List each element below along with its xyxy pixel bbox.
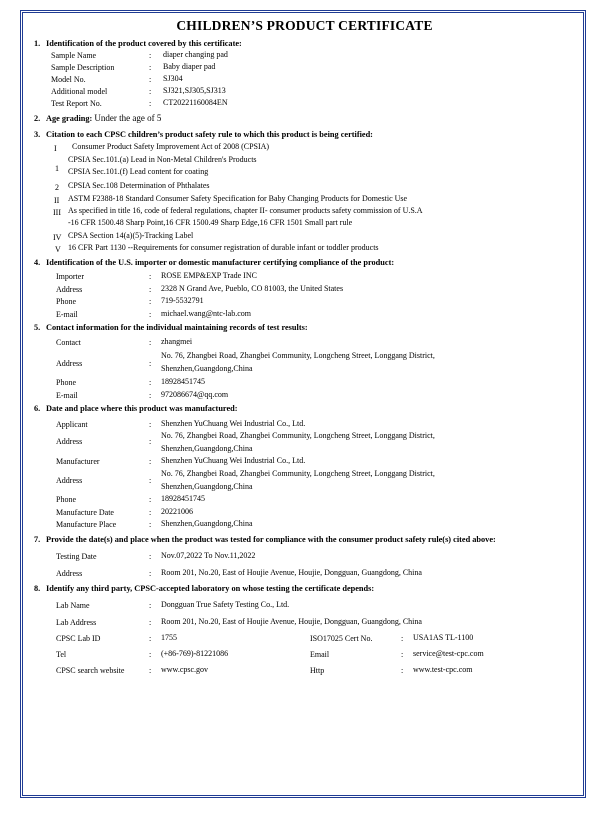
importer-address-value: 2328 N Grand Ave, Pueblo, CO 81003, the United States bbox=[161, 284, 344, 293]
manufacture-date-label: Manufacture Date bbox=[56, 508, 114, 517]
manufacturer-address-label: Address bbox=[56, 476, 83, 485]
cpsc-lab-id-label: CPSC Lab ID bbox=[56, 634, 101, 643]
rule-text: 16 CFR Part 1130 --Requirements for consumer registration of durable infant or toddler products bbox=[68, 243, 379, 252]
additional-model-label: Additional model bbox=[51, 87, 108, 96]
contact-address-label: Address bbox=[56, 359, 83, 368]
email-label: Email bbox=[310, 650, 330, 659]
applicant-address-line-1: No. 76, Zhangbei Road, Zhangbei Community, Longcheng Street, Longgang District, bbox=[161, 431, 435, 440]
sample-name-label: Sample Name bbox=[51, 51, 97, 60]
model-no-label: Model No. bbox=[51, 75, 86, 84]
section-6-heading: 6. Date and place where this product was manufactured: bbox=[34, 404, 238, 413]
cpsc-lab-id-value: 1755 bbox=[161, 633, 177, 642]
additional-model-value: SJ321,SJ305,SJ313 bbox=[163, 86, 226, 95]
rule-text: ASTM F2388-18 Standard Consumer Safety Specification for Baby Changing Products for Domestic Use bbox=[68, 194, 408, 203]
section-4-heading: 4. Identification of the U.S. importer or domestic manufacturer certifying compliance of the product: bbox=[34, 258, 395, 267]
manufacture-date-value: 20221006 bbox=[161, 507, 193, 516]
rule-number: I bbox=[54, 144, 57, 153]
manufacturer-value: Shenzhen YuChuang Wei Industrial Co., Ltd. bbox=[161, 456, 306, 465]
certificate-title: CHILDREN’S PRODUCT CERTIFICATE bbox=[176, 18, 433, 33]
applicant-label: Applicant bbox=[56, 420, 88, 429]
importer-email-label: E-mail bbox=[56, 310, 78, 319]
manufacturer-address-line-1: No. 76, Zhangbei Road, Zhangbei Community, Longcheng Street, Longgang District, bbox=[161, 469, 435, 478]
contact-address-line-1: No. 76, Zhangbei Road, Zhangbei Community, Longcheng Street, Longgang District, bbox=[161, 351, 435, 360]
section-1-heading: 1. Identification of the product covered by this certificate: bbox=[34, 39, 242, 48]
manufacturer-phone-label: Phone bbox=[56, 495, 76, 504]
test-report-no-value: CT20221160084EN bbox=[163, 98, 228, 107]
rule-number: 2 bbox=[55, 183, 59, 192]
contact-value: zhangmei bbox=[161, 337, 193, 346]
applicant-address-line-2: Shenzhen,Guangdong,China bbox=[161, 444, 253, 453]
sample-description-value: Baby diaper pad bbox=[163, 62, 216, 71]
importer-phone-value: 719-5532791 bbox=[161, 296, 204, 305]
sample-name-value: diaper changing pad bbox=[163, 50, 228, 59]
lab-address-value: Room 201, No.20, East of Houjie Avenue, Houjie, Dongguan, Guangdong, China bbox=[161, 617, 422, 626]
lab-address-label: Lab Address bbox=[56, 618, 97, 627]
rule-text: CPSIA Sec.108 Determination of Phthalates bbox=[68, 181, 210, 190]
age-grading-value: Under the age of 5 bbox=[94, 113, 162, 123]
manufacture-place-value: Shenzhen,Guangdong,China bbox=[161, 519, 253, 528]
email-value: service@test-cpc.com bbox=[413, 649, 484, 658]
rule-number: 1 bbox=[55, 164, 59, 173]
importer-label: Importer bbox=[56, 272, 84, 281]
rule-text: As specified in title 16, code of federal regulations, chapter II- consumer products safety commission of U.S.A bbox=[68, 206, 423, 215]
manufacturer-phone-value: 18928451745 bbox=[161, 494, 205, 503]
rule-text: CPSIA Sec.101.(a) Lead in Non-Metal Children's Products bbox=[68, 155, 257, 164]
section-7-heading: 7. Provide the date(s) and place when the product was tested for compliance with the consumer product safety rule(s) cited above: bbox=[34, 535, 496, 544]
rule-text: -16 CFR 1500.48 Sharp Point,16 CFR 1500.49 Sharp Edge,16 CFR 1501 Small part rule bbox=[68, 218, 353, 227]
testing-date-label: Testing Date bbox=[56, 552, 97, 561]
importer-email-value: michael.wang@ntc-lab.com bbox=[161, 309, 251, 318]
importer-phone-label: Phone bbox=[56, 297, 76, 306]
applicant-address-label: Address bbox=[56, 437, 83, 446]
rule-number: II bbox=[54, 196, 60, 205]
cpsc-search-website-value: www.cpsc.gov bbox=[161, 665, 209, 674]
http-value: www.test-cpc.com bbox=[413, 665, 473, 674]
rule-number: V bbox=[55, 245, 61, 254]
iso-cert-label: ISO17025 Cert No. bbox=[310, 634, 373, 643]
test-report-no-label: Test Report No. bbox=[51, 99, 102, 108]
manufacturer-label: Manufacturer bbox=[56, 457, 100, 466]
contact-email-label: E-mail bbox=[56, 391, 78, 400]
contact-address-line-2: Shenzhen,Guangdong,China bbox=[161, 364, 253, 373]
rule-text: Consumer Product Safety Improvement Act of 2008 (CPSIA) bbox=[72, 142, 270, 151]
tel-value: (+86-769)-81221086 bbox=[161, 649, 229, 658]
applicant-value: Shenzhen YuChuang Wei Industrial Co., Ltd. bbox=[161, 419, 306, 428]
iso-cert-value: USA1AS TL-1100 bbox=[413, 633, 474, 642]
lab-name-value: Dongguan True Safety Testing Co., Ltd. bbox=[161, 600, 290, 609]
importer-address-label: Address bbox=[56, 285, 83, 294]
contact-email-value: 972086674@qq.com bbox=[161, 390, 229, 399]
section-8-heading: 8. Identify any third party, CPSC-accepted laboratory on whose testing the certificate depends: bbox=[34, 584, 375, 593]
http-label: Http bbox=[310, 666, 325, 675]
cpsc-search-website-label: CPSC search website bbox=[56, 666, 125, 675]
model-no-value: SJ304 bbox=[163, 74, 183, 83]
contact-phone-value: 18928451745 bbox=[161, 377, 205, 386]
section-2-heading: 2. Age grading: Under the age of 5 bbox=[34, 113, 162, 123]
testing-address-label: Address bbox=[56, 569, 83, 578]
testing-date-value: Nov.07,2022 To Nov.11,2022 bbox=[161, 551, 256, 560]
rule-text: CPSIA Sec.101.(f) Lead content for coating bbox=[68, 167, 209, 176]
rule-text: CPSA Section 14(a)(5)-Tracking Label bbox=[68, 231, 194, 240]
importer-value: ROSE EMP&EXP Trade INC bbox=[161, 271, 257, 280]
rule-number: III bbox=[53, 208, 61, 217]
tel-label: Tel bbox=[56, 650, 67, 659]
contact-label: Contact bbox=[56, 338, 81, 347]
section-5-heading: 5. Contact information for the individual maintaining records of test results: bbox=[34, 323, 308, 332]
section-3-heading: 3. Citation to each CPSC children’s product safety rule to which this product is being certified: bbox=[34, 130, 373, 139]
testing-address-value: Room 201, No.20, East of Houjie Avenue, Houjie, Dongguan, Guangdong, China bbox=[161, 568, 422, 577]
lab-name-label: Lab Name bbox=[56, 601, 90, 610]
manufacture-place-label: Manufacture Place bbox=[56, 520, 117, 529]
manufacturer-address-line-2: Shenzhen,Guangdong,China bbox=[161, 482, 253, 491]
rule-number: IV bbox=[53, 233, 62, 242]
sample-description-label: Sample Description bbox=[51, 63, 115, 72]
contact-phone-label: Phone bbox=[56, 378, 76, 387]
